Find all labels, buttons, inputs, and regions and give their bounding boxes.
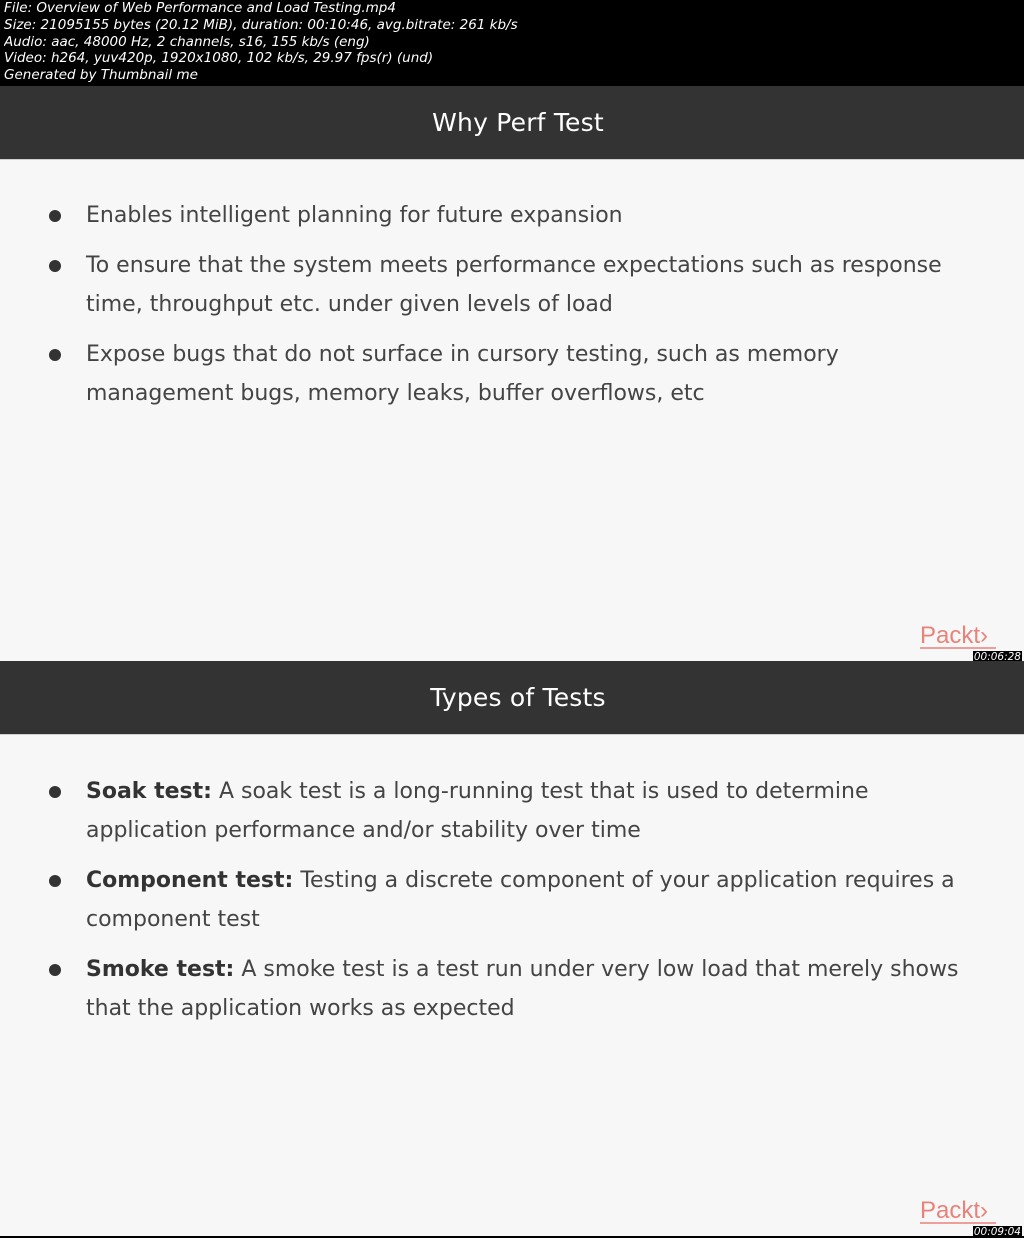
generator-info-line: Generated by Thumbnail me xyxy=(4,67,198,84)
video-info-line: Video: h264, yuv420p, 1920x1080, 102 kb/s, 29.97 fps(r) (und) xyxy=(4,50,434,67)
bullet-text: Testing a discrete component of your application requires a component test xyxy=(86,868,955,932)
bullet-dot-icon xyxy=(49,349,61,361)
bullet-text: To ensure that the system meets performance expectations such as response time, throughput etc. under given levels of load xyxy=(86,253,942,317)
slide-title: Why Perf Test xyxy=(432,108,604,137)
bullet-text: A soak test is a long-running test that is used to determine application performance and/or stability over time xyxy=(86,779,869,843)
bullet-item xyxy=(0,772,1024,850)
frame-timestamp: 00:09:04 xyxy=(973,1226,1021,1236)
bullet-dot-icon xyxy=(49,210,61,222)
file-info-line: File: Overview of Web Performance and Load Testing.mp4 xyxy=(4,0,396,16)
bullet-list xyxy=(0,196,1024,424)
slide-title-bar xyxy=(0,661,1024,735)
bullet-text: Expose bugs that do not surface in cursory testing, such as memory management bugs, memory leaks, buffer overflows, etc xyxy=(86,342,839,406)
slide-title-bar xyxy=(0,86,1024,160)
bullet-term: Component test: xyxy=(86,868,294,893)
packt-logo xyxy=(920,1197,998,1227)
bullet-text: Enables intelligent planning for future expansion xyxy=(86,203,623,228)
file-info-header xyxy=(0,0,1024,86)
bullet-dot-icon xyxy=(49,260,61,272)
bullet-list xyxy=(0,772,1024,1039)
bullet-item xyxy=(0,196,1024,235)
bullet-item xyxy=(0,246,1024,324)
video-frame-1 xyxy=(0,86,1024,661)
bullet-item xyxy=(0,861,1024,939)
packt-logo xyxy=(920,622,998,652)
bullet-text: A smoke test is a test run under very low load that merely shows that the application works as expected xyxy=(86,957,959,1021)
bullet-item xyxy=(0,335,1024,413)
packt-logo-text: Packt› xyxy=(920,622,989,649)
bullet-term: Soak test: xyxy=(86,779,212,804)
frame-timestamp: 00:06:28 xyxy=(973,651,1021,661)
bullet-term: Smoke test: xyxy=(86,957,235,982)
packt-logo-text: Packt› xyxy=(920,1197,989,1224)
bullet-dot-icon xyxy=(49,786,61,798)
bullet-item xyxy=(0,950,1024,1028)
audio-info-line: Audio: aac, 48000 Hz, 2 channels, s16, 155 kb/s (eng) xyxy=(4,33,370,50)
bullet-dot-icon xyxy=(49,964,61,976)
bullet-dot-icon xyxy=(49,875,61,887)
slide-title: Types of Tests xyxy=(430,683,606,712)
video-frame-2 xyxy=(0,661,1024,1236)
size-info-line: Size: 21095155 bytes (20.12 MiB), duration: 00:10:46, avg.bitrate: 261 kb/s xyxy=(4,16,518,33)
